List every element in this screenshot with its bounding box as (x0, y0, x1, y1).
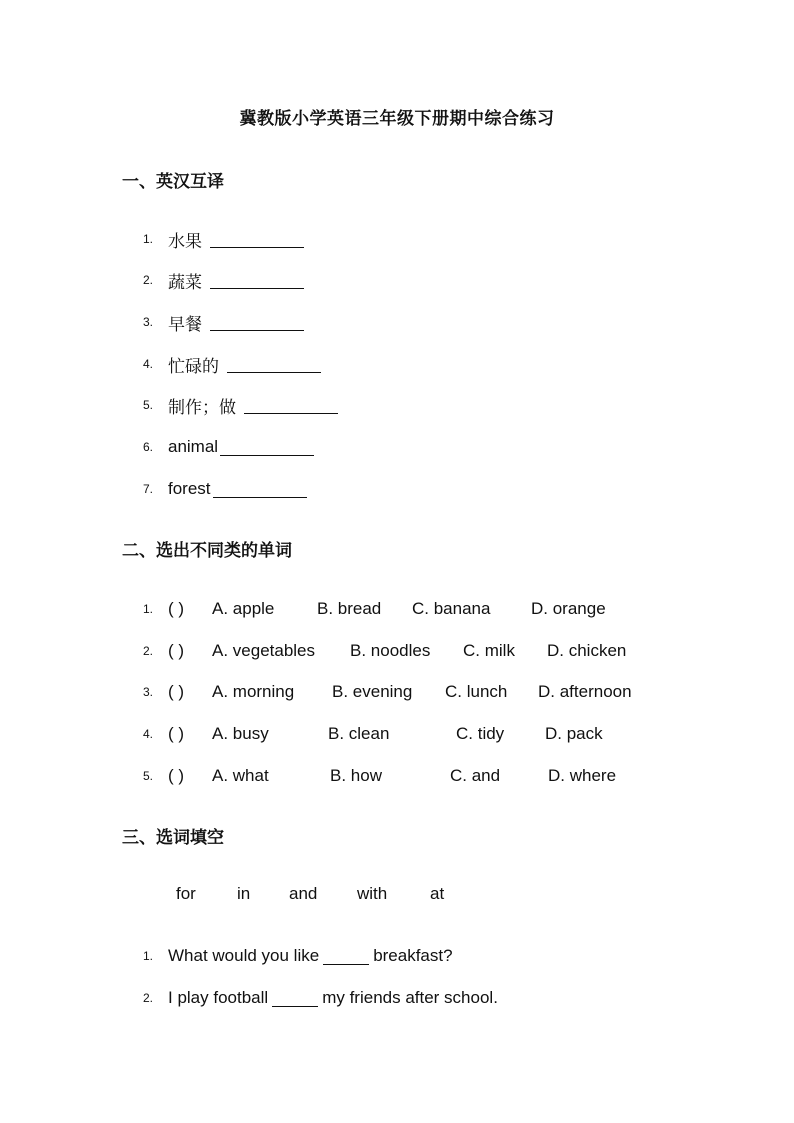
option-b: B. clean (328, 724, 390, 743)
translate-item (143, 393, 338, 417)
item-term: 忙碌的 (168, 356, 219, 376)
item-number: 5. (143, 769, 154, 783)
option-a: A. morning (212, 682, 295, 701)
fill-item (143, 986, 498, 1010)
option-a: A. vegetables (212, 641, 316, 660)
answer-blank[interactable] (210, 314, 304, 331)
answer-blank[interactable] (210, 231, 304, 248)
item-number: 1. (143, 602, 154, 616)
option-b: B. noodles (350, 641, 431, 660)
option-b: B. bread (317, 599, 382, 618)
choice-item (143, 597, 683, 621)
option-c: C. and (450, 766, 501, 785)
item-number: 1. (143, 232, 154, 246)
option-b: B. how (330, 766, 382, 785)
choice-item (143, 722, 683, 746)
option-c: C. milk (463, 641, 515, 660)
answer-paren[interactable]: ( ) (168, 766, 185, 785)
translate-item (143, 227, 304, 251)
sentence-end: my friends after school. (322, 988, 498, 1007)
choice-item (143, 639, 683, 663)
option-d: D. orange (531, 599, 606, 618)
item-term: 早餐 (168, 314, 202, 334)
section-heading-2: 二、选出不同类的单词 (122, 541, 292, 560)
translate-item (143, 435, 314, 459)
sentence-start: What would you like (168, 946, 320, 965)
answer-blank[interactable] (227, 356, 321, 373)
item-number: 7. (143, 482, 154, 496)
answer-paren[interactable]: ( ) (168, 599, 185, 618)
option-a: A. what (212, 766, 269, 785)
answer-blank[interactable] (213, 481, 307, 498)
item-number: 2. (143, 991, 154, 1005)
choice-item (143, 764, 683, 788)
item-term: 水果 (168, 231, 202, 251)
word-bank-item: and (289, 884, 318, 903)
word-bank-item: in (237, 884, 251, 903)
fill-blank[interactable] (323, 948, 369, 965)
item-number: 2. (143, 644, 154, 658)
answer-paren[interactable]: ( ) (168, 724, 185, 743)
option-d: D. pack (545, 724, 603, 743)
sentence-end: breakfast? (373, 946, 453, 965)
item-number: 4. (143, 727, 154, 741)
option-a: A. apple (212, 599, 275, 618)
item-term: 制作；做 (168, 397, 236, 417)
answer-blank[interactable] (210, 272, 304, 289)
answer-blank[interactable] (244, 397, 338, 414)
option-c: C. tidy (456, 724, 505, 743)
fill-blank[interactable] (272, 990, 318, 1007)
option-b: B. evening (332, 682, 413, 701)
translate-item (143, 268, 304, 292)
answer-paren[interactable]: ( ) (168, 641, 185, 660)
item-term: animal (168, 437, 219, 456)
item-number: 2. (143, 273, 154, 287)
item-term: 蔬菜 (168, 272, 202, 292)
item-number: 3. (143, 315, 154, 329)
word-bank-item: at (430, 884, 445, 903)
item-number: 1. (143, 949, 154, 963)
item-number: 3. (143, 685, 154, 699)
item-number: 4. (143, 357, 154, 371)
option-d: D. where (548, 766, 617, 785)
page-title: 冀教版小学英语三年级下册期中综合练习 (239, 109, 555, 128)
word-bank-item: with (357, 884, 388, 903)
sentence-start: I play football (168, 988, 269, 1007)
item-number: 5. (143, 398, 154, 412)
word-bank-item: for (176, 884, 196, 903)
item-term: forest (168, 479, 211, 498)
answer-blank[interactable] (220, 439, 314, 456)
item-number: 6. (143, 440, 154, 454)
translate-item (143, 352, 321, 376)
fill-item (143, 944, 453, 968)
translate-item (143, 477, 307, 501)
option-d: D. chicken (547, 641, 627, 660)
translate-item (143, 310, 304, 334)
answer-paren[interactable]: ( ) (168, 682, 185, 701)
section-heading-1: 一、英汉互译 (122, 172, 224, 191)
option-c: C. banana (412, 599, 491, 618)
option-a: A. busy (212, 724, 269, 743)
option-c: C. lunch (445, 682, 508, 701)
option-d: D. afternoon (538, 682, 632, 701)
choice-item (143, 680, 683, 704)
section-heading-3: 三、选词填空 (122, 828, 224, 847)
